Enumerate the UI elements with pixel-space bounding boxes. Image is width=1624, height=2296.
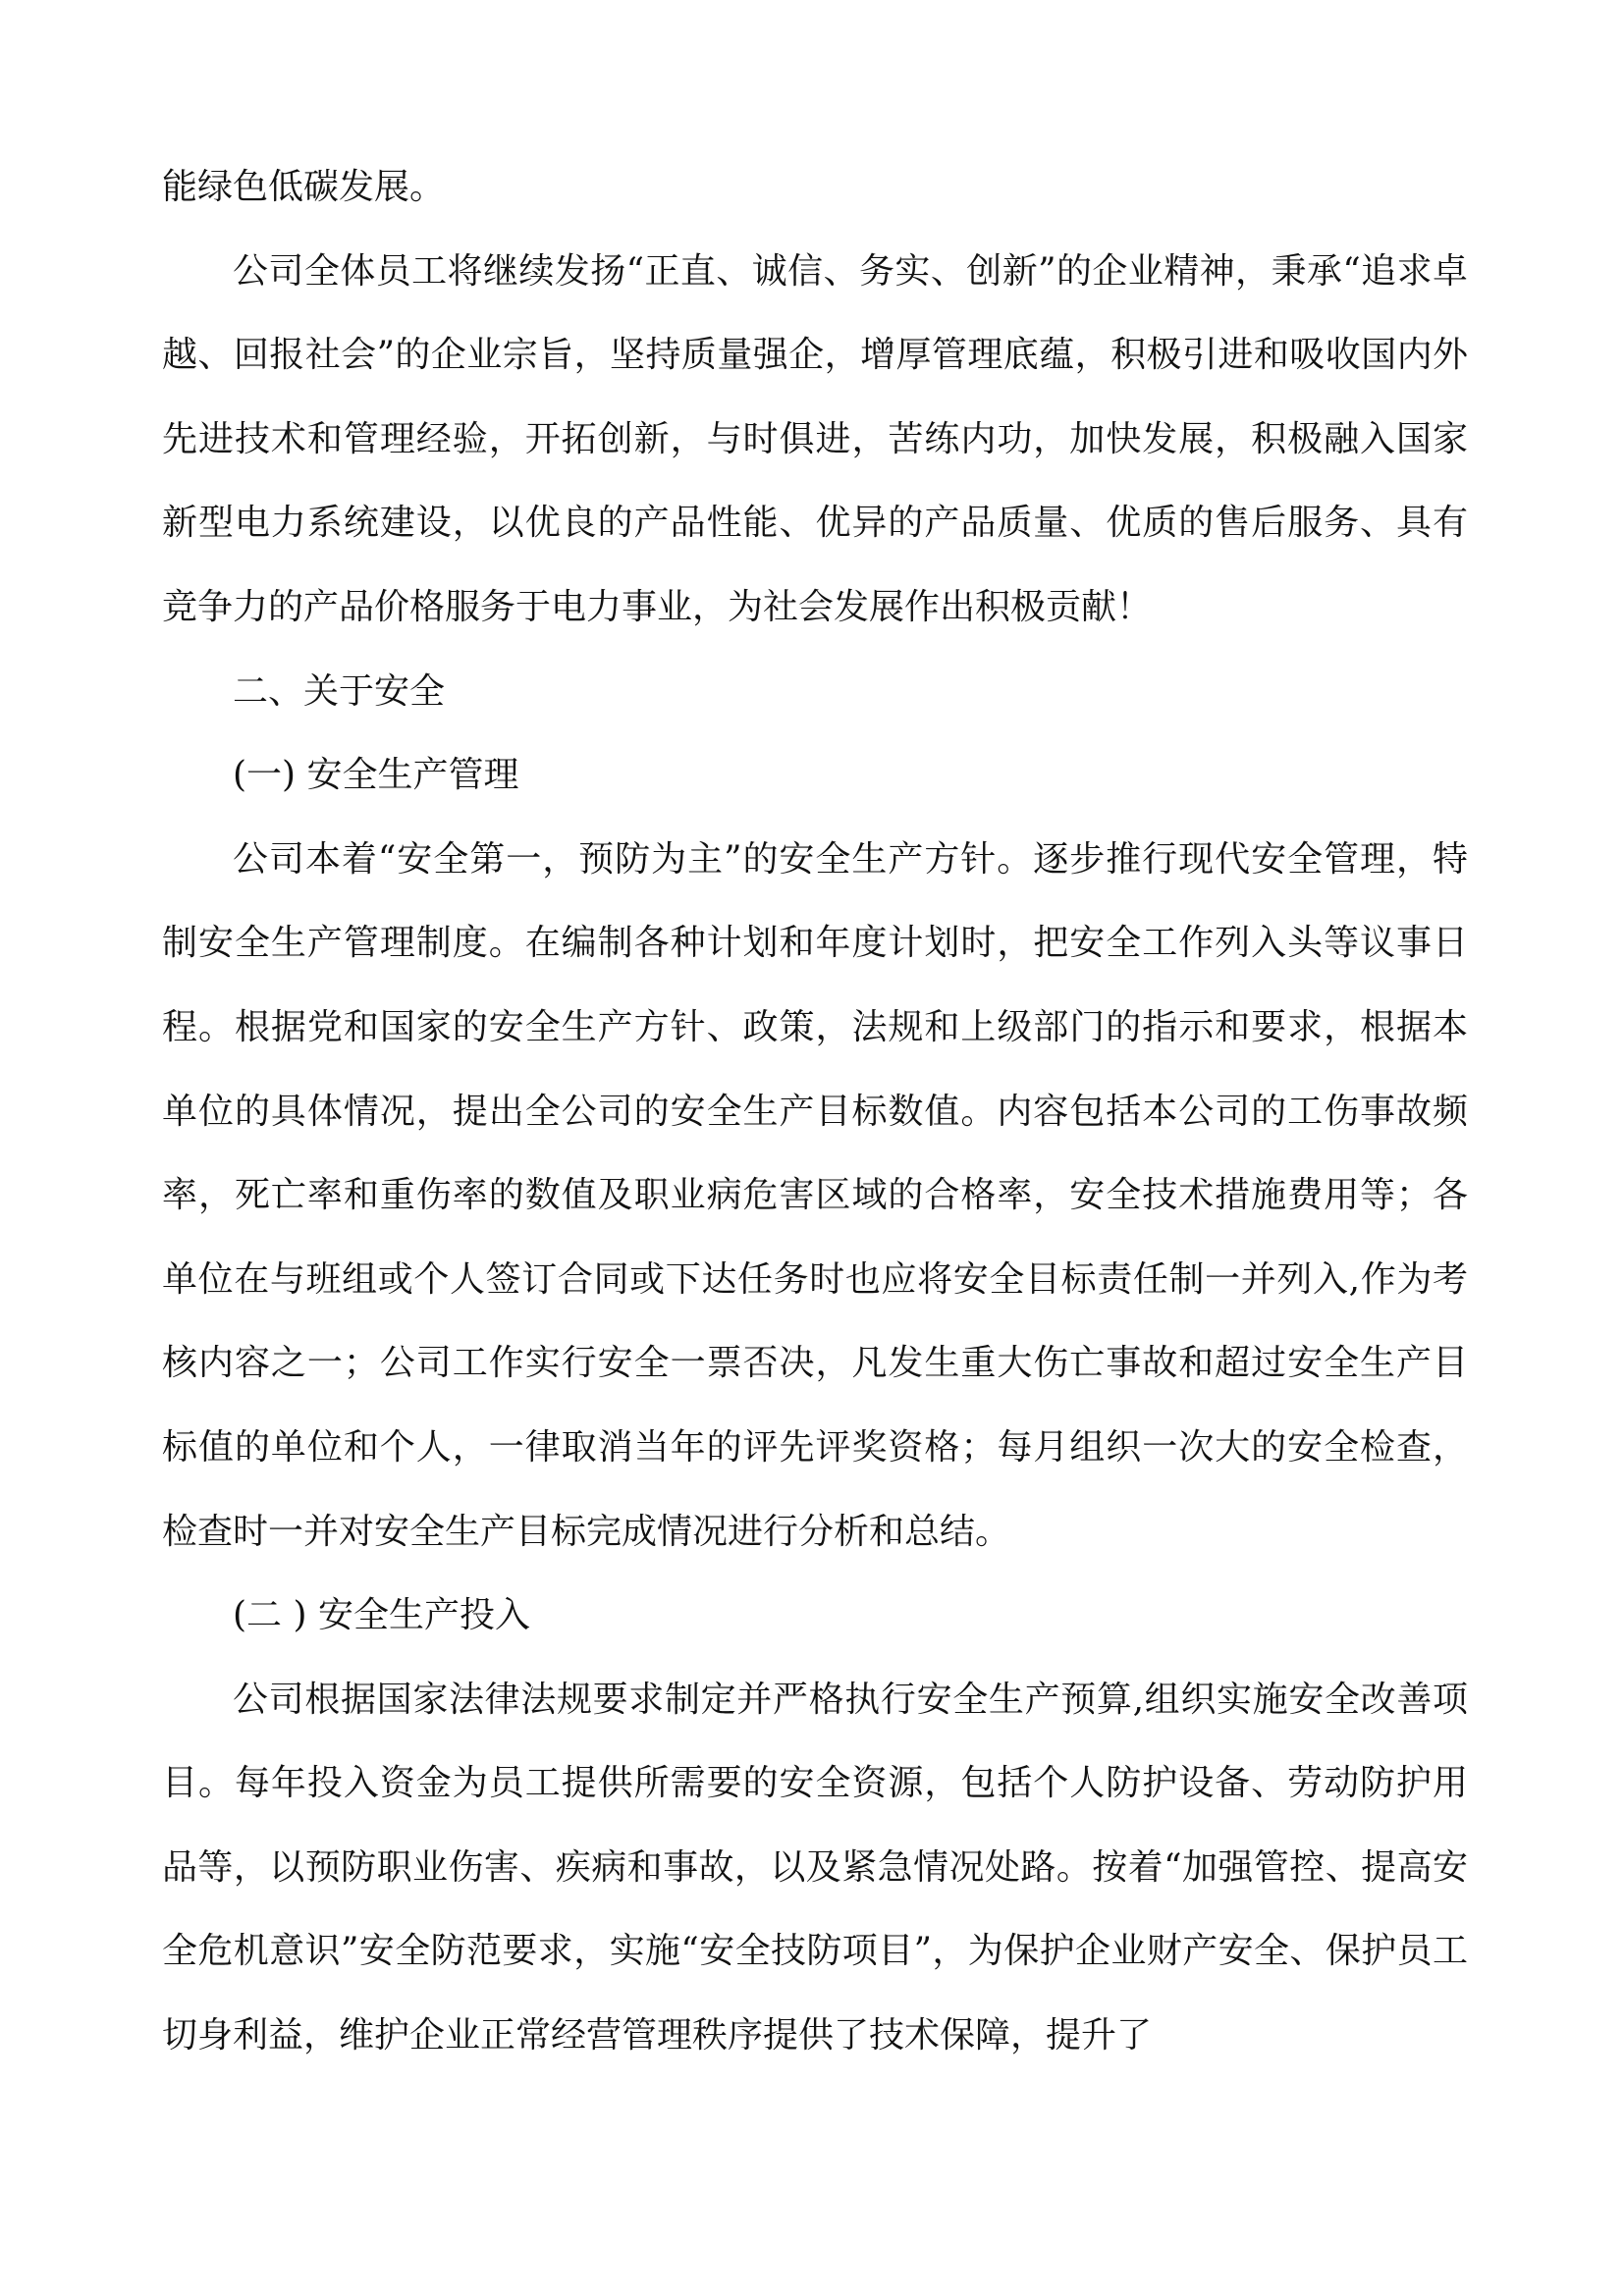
paragraph-company-spirit: 公司全体员工将继续发扬“正直、诚信、务实、创新”的企业精神，秉承“追求卓越、回报社会”的企业宗旨，坚持质量强企，增厚管理底蕴，积极引进和吸收国内外先进技术和管理经验，开拓创新，与时俱进，苦练内功，加快发展，积极融入国家新型电力系统建设，以优良的产品性能、优异的产品质量、优质的售后服务、具有竞争力的产品价格服务于电力事业，为社会发展作出积极贡献！ [162,250,1468,627]
subsection-heading-production-investment: (二 ) 安全生产投入 [233,1595,530,1636]
paragraph-continuation: 能绿色低碳发展。 [162,167,446,207]
paragraph-safety-management: 公司本着“安全第一，预防为主”的安全生产方针。逐步推行现代安全管理，特制安全生产管理制度。在编制各种计划和年度计划时，把安全工作列入头等议事日程。根据党和国家的安全生产方针、政策，法规和上级部门的指示和要求，根据本单位的具体情况，提出全公司的安全生产目标数值。内容包括本公司的工伤事故频率，死亡率和重伤率的数值及职业病危害区域的合格率，安全技术措施费用等；各单位在与班组或个人签订合同或下达任务时也应将安全目标责任制一并列入,作为考核内容之一；公司工作实行安全一票否决，凡发生重大伤亡事故和超过安全生产目标值的单位和个人，一律取消当年的评先评奖资格；每月组织一次大的安全检查，检查时一并对安全生产目标完成情况进行分析和总结。 [162,838,1468,1552]
section-heading-safety: 二、关于安全 [233,670,446,712]
subsection-heading-production-management: (一) 安全生产管理 [233,755,519,796]
paragraph-safety-investment: 公司根据国家法律法规要求制定并严格执行安全生产预算,组织实施安全改善项目。每年投入资金为员工提供所需要的安全资源，包括个人防护设备、劳动防护用品等，以预防职业伤害、疾病和事故，以及紧急情况处路。按着“加强管控、提高安全危机意识”安全防范要求，实施“安全技防项目”，为保护企业财产安全、保护员工切身利益，维护企业正常经营管理秩序提供了技术保障，提升了 [162,1679,1468,2056]
document-body [162,145,1468,2078]
